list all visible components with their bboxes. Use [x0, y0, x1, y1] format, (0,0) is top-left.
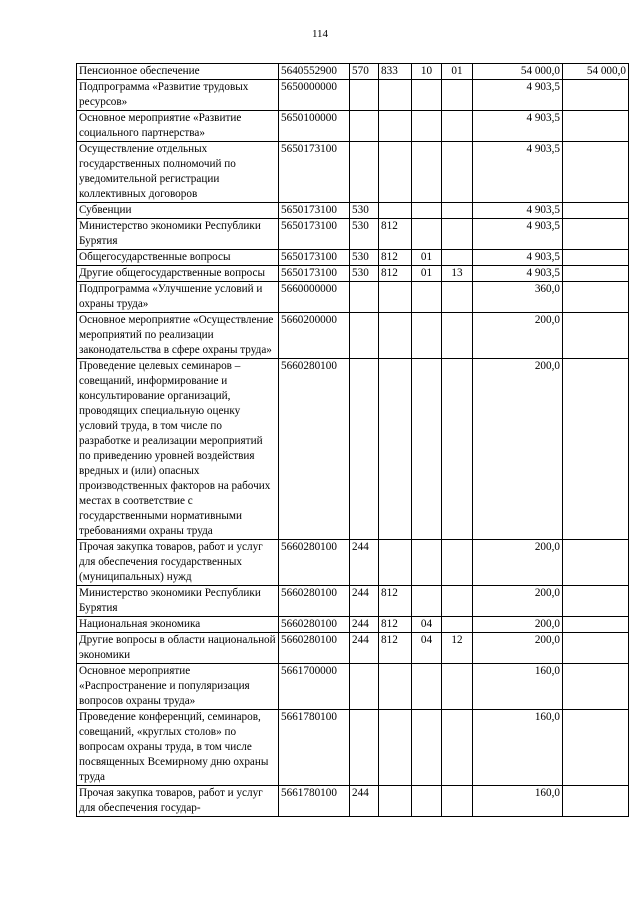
- subsection-code-cell: 12: [442, 633, 473, 664]
- table-row: [77, 586, 629, 617]
- amount-cell: 4 903,5: [473, 80, 563, 111]
- amount-cell: 200,0: [473, 313, 563, 359]
- section-code-cell: [412, 359, 442, 540]
- subsection-code-cell: [442, 786, 473, 817]
- section-code-cell: [412, 313, 442, 359]
- administrator-code-cell: [379, 540, 412, 586]
- page-number: 114: [311, 28, 329, 40]
- amount-cell: 200,0: [473, 633, 563, 664]
- expense-type-cell: [350, 282, 379, 313]
- amount-cell: 4 903,5: [473, 250, 563, 266]
- row-name-cell: Прочая закупка товаров, работ и услуг для обеспечения государ-: [77, 786, 279, 817]
- subsection-code-cell: [442, 250, 473, 266]
- row-name-cell: Национальная экономика: [77, 617, 279, 633]
- expense-type-cell: 530: [350, 203, 379, 219]
- target-code-cell: 5650000000: [279, 80, 350, 111]
- administrator-code-cell: 812: [379, 586, 412, 617]
- expense-type-cell: 244: [350, 540, 379, 586]
- amount-secondary-cell: 54 000,0: [563, 64, 629, 80]
- expense-type-cell: 570: [350, 64, 379, 80]
- amount-secondary-cell: [563, 664, 629, 710]
- table-row: [77, 282, 629, 313]
- target-code-cell: 5650173100: [279, 250, 350, 266]
- target-code-cell: 5660280100: [279, 586, 350, 617]
- amount-secondary-cell: [563, 219, 629, 250]
- expense-type-cell: [350, 111, 379, 142]
- subsection-code-cell: [442, 664, 473, 710]
- administrator-code-cell: 812: [379, 633, 412, 664]
- subsection-code-cell: [442, 710, 473, 786]
- section-code-cell: [412, 586, 442, 617]
- expense-type-cell: [350, 313, 379, 359]
- subsection-code-cell: [442, 142, 473, 203]
- table-row: [77, 250, 629, 266]
- table-row: [77, 266, 629, 282]
- section-code-cell: [412, 540, 442, 586]
- amount-secondary-cell: [563, 80, 629, 111]
- table-row: [77, 786, 629, 817]
- section-code-cell: [412, 111, 442, 142]
- expense-type-cell: 530: [350, 266, 379, 282]
- section-code-cell: 01: [412, 250, 442, 266]
- row-name-cell: Основное мероприятие «Развитие социального партнерства»: [77, 111, 279, 142]
- administrator-code-cell: [379, 80, 412, 111]
- table-row: [77, 64, 629, 80]
- section-code-cell: [412, 203, 442, 219]
- administrator-code-cell: [379, 142, 412, 203]
- target-code-cell: 5660280100: [279, 540, 350, 586]
- section-code-cell: [412, 80, 442, 111]
- amount-secondary-cell: [563, 540, 629, 586]
- table-row: [77, 313, 629, 359]
- section-code-cell: 01: [412, 266, 442, 282]
- target-code-cell: 5650100000: [279, 111, 350, 142]
- amount-secondary-cell: [563, 633, 629, 664]
- target-code-cell: 5650173100: [279, 203, 350, 219]
- amount-cell: 4 903,5: [473, 142, 563, 203]
- table-row: [77, 142, 629, 203]
- table-row: [77, 664, 629, 710]
- row-name-cell: Другие вопросы в области национальной экономики: [77, 633, 279, 664]
- amount-secondary-cell: [563, 111, 629, 142]
- amount-secondary-cell: [563, 617, 629, 633]
- budget-table: [76, 63, 629, 817]
- amount-secondary-cell: [563, 142, 629, 203]
- subsection-code-cell: [442, 282, 473, 313]
- subsection-code-cell: [442, 313, 473, 359]
- row-name-cell: Проведение конференций, семинаров, совещаний, «круглых столов» по вопросам охраны труда, в том числе посвященных Всемирному дню охраны труда: [77, 710, 279, 786]
- expense-type-cell: [350, 710, 379, 786]
- table-row: [77, 359, 629, 540]
- amount-cell: 360,0: [473, 282, 563, 313]
- subsection-code-cell: [442, 111, 473, 142]
- amount-secondary-cell: [563, 203, 629, 219]
- row-name-cell: Министерство экономики Республики Бурятия: [77, 219, 279, 250]
- target-code-cell: 5661780100: [279, 786, 350, 817]
- row-name-cell: Общегосударственные вопросы: [77, 250, 279, 266]
- amount-secondary-cell: [563, 250, 629, 266]
- expense-type-cell: 244: [350, 586, 379, 617]
- amount-cell: 200,0: [473, 359, 563, 540]
- administrator-code-cell: 812: [379, 250, 412, 266]
- administrator-code-cell: 812: [379, 617, 412, 633]
- subsection-code-cell: [442, 203, 473, 219]
- administrator-code-cell: [379, 786, 412, 817]
- row-name-cell: Субвенции: [77, 203, 279, 219]
- subsection-code-cell: [442, 617, 473, 633]
- administrator-code-cell: [379, 111, 412, 142]
- row-name-cell: Подпрограмма «Развитие трудовых ресурсов»: [77, 80, 279, 111]
- subsection-code-cell: [442, 586, 473, 617]
- expense-type-cell: 530: [350, 219, 379, 250]
- row-name-cell: Прочая закупка товаров, работ и услуг для обеспечения государственных (муниципальных) нужд: [77, 540, 279, 586]
- amount-secondary-cell: [563, 586, 629, 617]
- subsection-code-cell: 01: [442, 64, 473, 80]
- subsection-code-cell: 13: [442, 266, 473, 282]
- section-code-cell: [412, 664, 442, 710]
- section-code-cell: 04: [412, 617, 442, 633]
- target-code-cell: 5650173100: [279, 266, 350, 282]
- expense-type-cell: [350, 664, 379, 710]
- subsection-code-cell: [442, 80, 473, 111]
- amount-secondary-cell: [563, 266, 629, 282]
- expense-type-cell: 244: [350, 786, 379, 817]
- target-code-cell: 5660280100: [279, 633, 350, 664]
- administrator-code-cell: [379, 313, 412, 359]
- expense-type-cell: [350, 142, 379, 203]
- amount-secondary-cell: [563, 359, 629, 540]
- section-code-cell: 04: [412, 633, 442, 664]
- amount-cell: 160,0: [473, 710, 563, 786]
- amount-cell: 4 903,5: [473, 219, 563, 250]
- section-code-cell: [412, 142, 442, 203]
- amount-cell: 4 903,5: [473, 203, 563, 219]
- administrator-code-cell: 833: [379, 64, 412, 80]
- table-row: [77, 540, 629, 586]
- subsection-code-cell: [442, 219, 473, 250]
- expense-type-cell: [350, 80, 379, 111]
- target-code-cell: 5650173100: [279, 142, 350, 203]
- target-code-cell: 5660280100: [279, 359, 350, 540]
- section-code-cell: [412, 710, 442, 786]
- table-row: [77, 80, 629, 111]
- subsection-code-cell: [442, 359, 473, 540]
- amount-cell: 200,0: [473, 540, 563, 586]
- row-name-cell: Проведение целевых семинаров – совещаний, информирование и консультирование организаций, проводящих специальную оценку условий труда, в том числе по разработке и реализации мероприятий по приведению уровней воздействия вредных и (или) опасных производственных факторов на рабочих местах в соответствие с государственными нормативными требованиями охраны труда: [77, 359, 279, 540]
- administrator-code-cell: [379, 282, 412, 313]
- table-row: [77, 710, 629, 786]
- subsection-code-cell: [442, 540, 473, 586]
- amount-cell: 200,0: [473, 617, 563, 633]
- row-name-cell: Осуществление отдельных государственных полномочий по уведомительной регистрации коллективных договоров: [77, 142, 279, 203]
- target-code-cell: 5640552900: [279, 64, 350, 80]
- row-name-cell: Пенсионное обеспечение: [77, 64, 279, 80]
- table-row: [77, 203, 629, 219]
- section-code-cell: 10: [412, 64, 442, 80]
- administrator-code-cell: [379, 359, 412, 540]
- administrator-code-cell: [379, 710, 412, 786]
- row-name-cell: Подпрограмма «Улучшение условий и охраны труда»: [77, 282, 279, 313]
- amount-cell: 54 000,0: [473, 64, 563, 80]
- table-row: [77, 617, 629, 633]
- target-code-cell: 5650173100: [279, 219, 350, 250]
- amount-cell: 4 903,5: [473, 111, 563, 142]
- target-code-cell: 5661700000: [279, 664, 350, 710]
- table-row: [77, 111, 629, 142]
- expense-type-cell: [350, 359, 379, 540]
- administrator-code-cell: [379, 203, 412, 219]
- amount-cell: 160,0: [473, 664, 563, 710]
- row-name-cell: Другие общегосударственные вопросы: [77, 266, 279, 282]
- target-code-cell: 5660280100: [279, 617, 350, 633]
- section-code-cell: [412, 282, 442, 313]
- row-name-cell: Министерство экономики Республики Бурятия: [77, 586, 279, 617]
- amount-secondary-cell: [563, 710, 629, 786]
- amount-secondary-cell: [563, 282, 629, 313]
- amount-cell: 200,0: [473, 586, 563, 617]
- section-code-cell: [412, 219, 442, 250]
- amount-secondary-cell: [563, 313, 629, 359]
- expense-type-cell: 244: [350, 617, 379, 633]
- table-row: [77, 633, 629, 664]
- administrator-code-cell: 812: [379, 266, 412, 282]
- amount-cell: 160,0: [473, 786, 563, 817]
- row-name-cell: Основное мероприятие «Распространение и популяризация вопросов охраны труда»: [77, 664, 279, 710]
- expense-type-cell: 530: [350, 250, 379, 266]
- table-row: [77, 219, 629, 250]
- administrator-code-cell: 812: [379, 219, 412, 250]
- administrator-code-cell: [379, 664, 412, 710]
- section-code-cell: [412, 786, 442, 817]
- target-code-cell: 5661780100: [279, 710, 350, 786]
- amount-cell: 4 903,5: [473, 266, 563, 282]
- row-name-cell: Основное мероприятие «Осуществление мероприятий по реализации законодательства в сфере охраны труда»: [77, 313, 279, 359]
- expense-type-cell: 244: [350, 633, 379, 664]
- amount-secondary-cell: [563, 786, 629, 817]
- target-code-cell: 5660200000: [279, 313, 350, 359]
- target-code-cell: 5660000000: [279, 282, 350, 313]
